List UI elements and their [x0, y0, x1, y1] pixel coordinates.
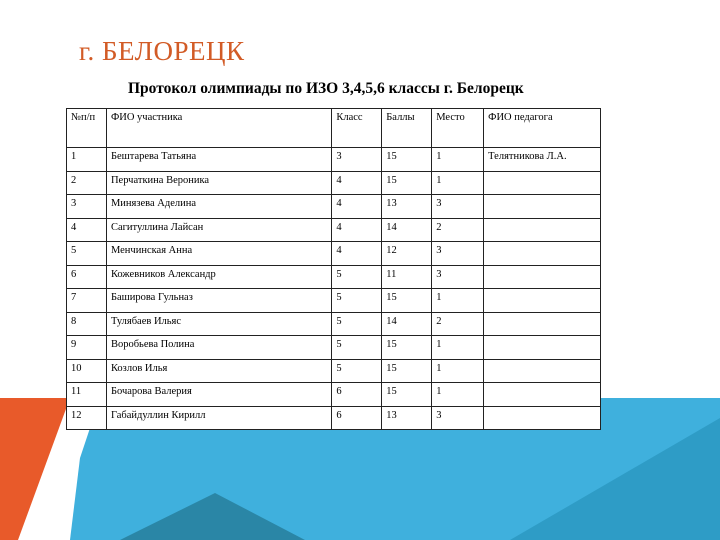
cell-place: 2 — [432, 218, 484, 242]
cell-place: 2 — [432, 312, 484, 336]
table-row — [67, 289, 601, 313]
cell-score: 15 — [382, 383, 432, 407]
cell-class: 6 — [332, 383, 382, 407]
cell-num: 9 — [67, 336, 107, 360]
table-row — [67, 383, 601, 407]
cell-score: 15 — [382, 359, 432, 383]
cell-class: 4 — [332, 218, 382, 242]
table-row — [67, 148, 601, 172]
cell-teacher — [484, 195, 601, 219]
cell-place: 1 — [432, 359, 484, 383]
cell-num: 8 — [67, 312, 107, 336]
cell-class: 4 — [332, 195, 382, 219]
cell-name: Кожевников Александр — [106, 265, 331, 289]
cell-num: 6 — [67, 265, 107, 289]
cell-teacher — [484, 265, 601, 289]
city-title: г. БЕЛОРЕЦК — [79, 36, 245, 66]
cell-class: 3 — [332, 148, 382, 172]
cell-teacher — [484, 171, 601, 195]
results-table — [66, 108, 601, 430]
cell-class: 5 — [332, 265, 382, 289]
cell-place: 1 — [432, 336, 484, 360]
header-place: Место — [432, 109, 484, 148]
cell-class: 6 — [332, 406, 382, 430]
table-row — [67, 195, 601, 219]
cell-num: 3 — [67, 195, 107, 219]
cell-num: 11 — [67, 383, 107, 407]
table-header-row — [67, 109, 601, 148]
header-name: ФИО участника — [106, 109, 331, 148]
cell-num: 5 — [67, 242, 107, 266]
cell-score: 15 — [382, 336, 432, 360]
cell-teacher — [484, 383, 601, 407]
cell-place: 1 — [432, 171, 484, 195]
cell-name: Воробьева Полина — [106, 336, 331, 360]
table-row — [67, 242, 601, 266]
cell-place: 1 — [432, 148, 484, 172]
cell-teacher: Телятникова Л.А. — [484, 148, 601, 172]
cell-place: 3 — [432, 265, 484, 289]
cell-num: 2 — [67, 171, 107, 195]
cell-teacher — [484, 289, 601, 313]
cell-name: Сагитуллина Лайсан — [106, 218, 331, 242]
cell-name: Бештарева Татьяна — [106, 148, 331, 172]
header-score: Баллы — [382, 109, 432, 148]
cell-name: Баширова Гульназ — [106, 289, 331, 313]
table-row — [67, 359, 601, 383]
cell-class: 4 — [332, 242, 382, 266]
cell-num: 7 — [67, 289, 107, 313]
cell-name: Бочарова Валерия — [106, 383, 331, 407]
cell-class: 4 — [332, 171, 382, 195]
cell-num: 12 — [67, 406, 107, 430]
cell-score: 13 — [382, 195, 432, 219]
cell-name: Габайдуллин Кирилл — [106, 406, 331, 430]
cell-teacher — [484, 336, 601, 360]
cell-class: 5 — [332, 312, 382, 336]
table-row — [67, 336, 601, 360]
cell-teacher — [484, 312, 601, 336]
cell-place: 1 — [432, 383, 484, 407]
cell-name: Козлов Илья — [106, 359, 331, 383]
cell-teacher — [484, 242, 601, 266]
cell-num: 10 — [67, 359, 107, 383]
cell-score: 13 — [382, 406, 432, 430]
cell-teacher — [484, 218, 601, 242]
cell-class: 5 — [332, 336, 382, 360]
table-row — [67, 406, 601, 430]
cell-score: 12 — [382, 242, 432, 266]
cell-teacher — [484, 406, 601, 430]
cell-score: 15 — [382, 171, 432, 195]
cell-class: 5 — [332, 359, 382, 383]
cell-place: 3 — [432, 242, 484, 266]
cell-score: 11 — [382, 265, 432, 289]
header-teacher: ФИО педагога — [484, 109, 601, 148]
table-row — [67, 265, 601, 289]
header-num: №п/п — [67, 109, 107, 148]
cell-score: 14 — [382, 218, 432, 242]
table-row — [67, 171, 601, 195]
cell-name: Минязева Аделина — [106, 195, 331, 219]
cell-num: 4 — [67, 218, 107, 242]
cell-teacher — [484, 359, 601, 383]
header-class: Класс — [332, 109, 382, 148]
cell-class: 5 — [332, 289, 382, 313]
cell-score: 15 — [382, 289, 432, 313]
cell-place: 3 — [432, 406, 484, 430]
table-row — [67, 218, 601, 242]
cell-place: 3 — [432, 195, 484, 219]
table-row — [67, 312, 601, 336]
cell-score: 15 — [382, 148, 432, 172]
cell-num: 1 — [67, 148, 107, 172]
protocol-title: Протокол олимпиады по ИЗО 3,4,5,6 классы г. Белорецк — [128, 80, 524, 97]
cell-score: 14 — [382, 312, 432, 336]
cell-place: 1 — [432, 289, 484, 313]
cell-name: Перчаткина Вероника — [106, 171, 331, 195]
cell-name: Менчинская Анна — [106, 242, 331, 266]
cell-name: Тулябаев Ильяс — [106, 312, 331, 336]
